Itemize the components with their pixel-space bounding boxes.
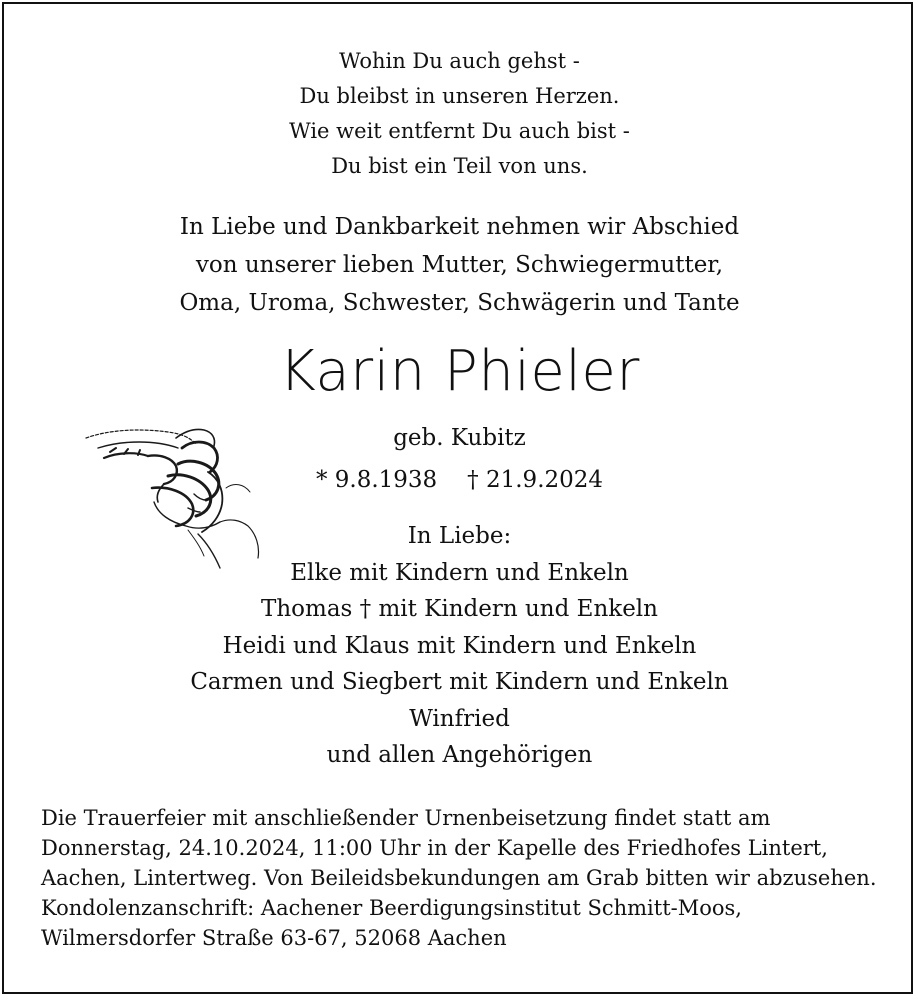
death-date: † 21.9.2024 (467, 467, 604, 493)
intro-line: In Liebe und Dankbarkeit nehmen wir Abschied (179, 214, 740, 240)
mourner-line: und allen Angehörigen (326, 742, 593, 768)
intro-line: von unserer lieben Mutter, Schwiegermutter, (195, 252, 724, 278)
birth-date: * 9.8.1938 (315, 467, 438, 493)
life-dates (0, 462, 919, 498)
mourner-line: Thomas † mit Kindern und Enkeln (261, 596, 658, 622)
details-line: Aachen, Lintertweg. Von Beileidsbekundungen am Grab bitten wir abzusehen. (41, 866, 877, 890)
verse-line: Wie weit entfernt Du auch bist - (289, 119, 630, 143)
mourner-line: Heidi und Klaus mit Kindern und Enkeln (222, 632, 697, 659)
mourner-line: Elke mit Kindern und Enkeln (290, 559, 629, 586)
details-line: Die Trauerfeier mit anschließender Urnenbeisetzung findet statt am (41, 806, 771, 830)
intro-line: Oma, Uroma, Schwester, Schwägerin und Tante (179, 290, 740, 316)
verse-line: Du bist ein Teil von uns. (331, 154, 588, 178)
mourners-heading: In Liebe: (407, 523, 512, 549)
memorial-verse (0, 44, 919, 184)
verse-line: Du bleibst in unseren Herzen. (299, 84, 620, 108)
mourners-list (0, 518, 919, 774)
details-line: Wilmersdorfer Straße 63-67, 52068 Aachen (41, 926, 507, 950)
details-line: Kondolenzanschrift: Aachener Beerdigungsinstitut Schmitt-Moos, (41, 896, 742, 920)
funeral-details (41, 803, 901, 953)
mourner-line: Carmen und Siegbert mit Kindern und Enkeln (190, 669, 729, 695)
mourner-line: Winfried (409, 705, 510, 732)
details-line: Donnerstag, 24.10.2024, 11:00 Uhr in der Kapelle des Friedhofes Lintert, (41, 836, 828, 860)
deceased-name: Karin Phieler (279, 339, 640, 404)
verse-line: Wohin Du auch gehst - (339, 49, 580, 73)
birth-name: geb. Kubitz (393, 425, 526, 451)
farewell-intro (0, 208, 919, 322)
